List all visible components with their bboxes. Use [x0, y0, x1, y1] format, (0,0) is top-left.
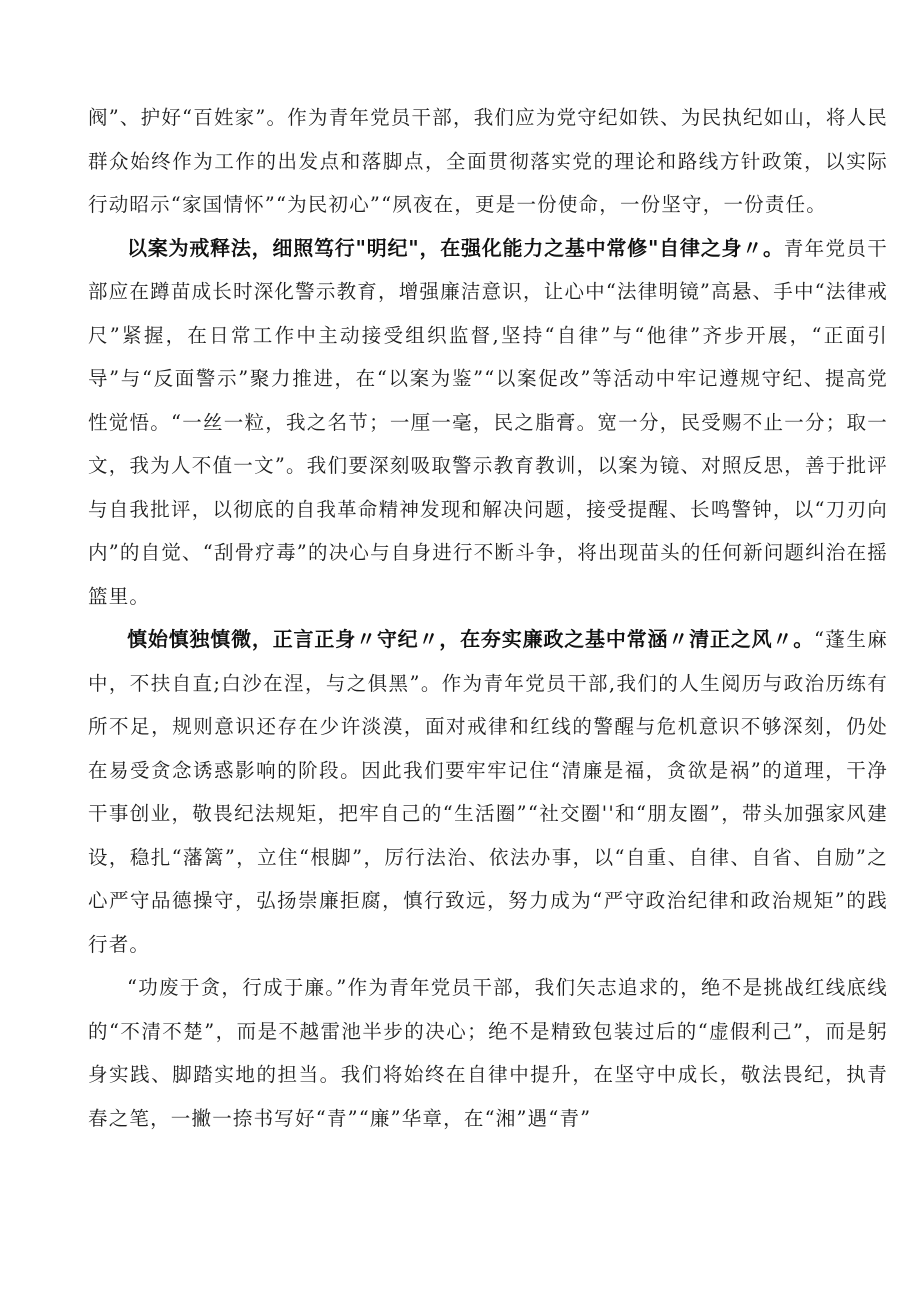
paragraph-3-text: “蓬生麻中，不扶自直;白沙在涅，与之俱黑”。作为青年党员干部,我们的人生阅历与政治历练有所不足，规则意识还存在少许淡漠，面对戒律和红线的警醒与危机意识不够深刻，仍处在易受贪念诱惑影响的阶段。因此我们要牢牢记住“清廉是福，贪欲是祸”的道理，干净干事创业，敬畏纪法规矩，把牢自己的“生活圈”“社交圈''和“朋友圈”，带头加强家风建设，稳扎“藩篱”，立住“根脚”，厉行法治、依法办事，以“自重、自律、自省、自励”之心严守品德操守，弘扬崇廉拒腐，慎行致远，努力成为“严守政治纪律和政治规矩”的践行者。 — [88, 628, 888, 956]
paragraph-3 — [88, 618, 888, 966]
paragraph-3-heading: 慎始慎独慎微，正言正身〃守纪〃，在夯实廉政之基中常涵〃清正之风〃。 — [127, 627, 815, 651]
paragraph-2-heading: 以案为戒释法，细照笃行"明纪"，在强化能力之基中常修"自律之身〃。 — [127, 235, 784, 260]
paragraph-1 — [88, 96, 888, 227]
paragraph-2 — [88, 227, 888, 619]
document-body — [88, 96, 888, 1140]
paragraph-4-text: “功废于贪，行成于廉。”作为青年党员干部，我们矢志追求的，绝不是挑战红线底线的“不清不楚”，而是不越雷池半步的决心；绝不是精致包装过后的“虚假利己”，而是躬身实践、脚踏实地的担当。我们将始终在自律中提升，在坚守中成长，敬法畏纪，执青春之笔，一撇一捺书写好“青”“廉”华章，在“湘”遇“青” — [88, 976, 888, 1130]
paragraph-2-text: 青年党员干部应在蹲苗成长时深化警示教育，增强廉洁意识，让心中“法律明镜”高悬、手中“法律戒尺”紧握，在日常工作中主动接受组织监督,坚持“自律”与“他律”齐步开展，“正面引导”与“反面警示”聚力推进，在“以案为鉴”“以案促改”等活动中牢记遵规守纪、提高党性觉悟。“一丝一粒，我之名节；一厘一毫，民之脂膏。宽一分，民受赐不止一分；取一文，我为人不值一文”。我们要深刻吸取警示教育教训，以案为镜、对照反思，善于批评与自我批评，以彻底的自我革命精神发现和解决问题，接受提醒、长鸣警钟，以“刀刃向内”的自觉、“刮骨疗毒”的决心与自身进行不断斗争，将出现苗头的任何新问题纠治在摇篮里。 — [88, 236, 888, 608]
paragraph-4 — [88, 966, 888, 1140]
paragraph-1-text: 阀”、护好“百姓家”。作为青年党员干部，我们应为党守纪如铁、为民执纪如山，将人民群众始终作为工作的出发点和落脚点，全面贯彻落实党的理论和路线方针政策，以实际行动昭示“家国情怀”“为民初心”“夙夜在，更是一份使命，一份坚守，一份责任。 — [88, 106, 888, 216]
